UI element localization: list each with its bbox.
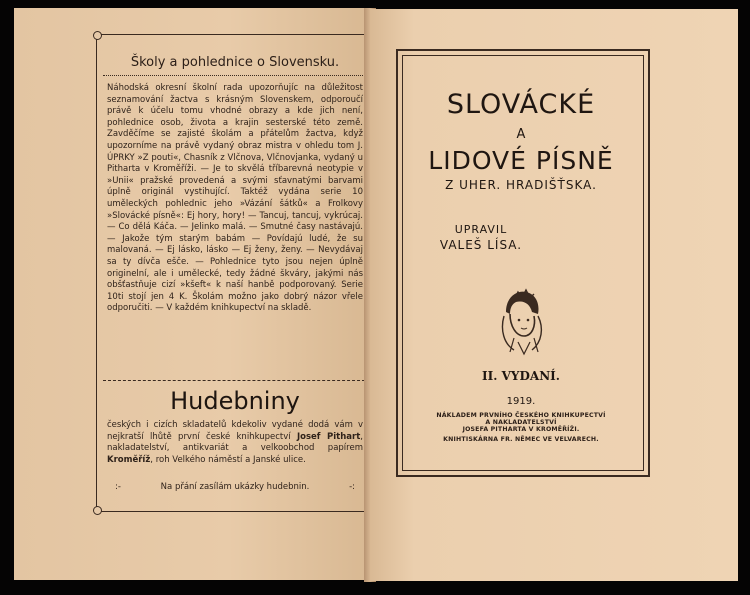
advertisement-frame (96, 34, 372, 512)
imprint-line: JOSEFA PITHARTA V KROMĚŘÍŽI. (462, 426, 580, 433)
music-ad-title: Hudebniny (170, 387, 300, 415)
publication-year: 1919. (506, 396, 536, 407)
printer-line: KNIHTISKÁRNA FR. NĚMEC VE VELVARECH. (443, 436, 599, 443)
imprint-line: A NAKLADATELSTVÍ (485, 419, 557, 426)
book-title-line-1: SLOVÁCKÉ (446, 89, 596, 120)
left-page (14, 8, 372, 580)
publisher-name: Josef Pithart (296, 431, 361, 442)
note-ornament: :- (115, 482, 121, 492)
music-ad-text: , roh Velkého náměstí a Janské ulice. (150, 454, 306, 465)
city-name: Kroměříž (107, 454, 151, 465)
note-text: Na přání zasílám ukázky hudebnin. (160, 482, 310, 492)
portrait-vignette-icon (492, 286, 550, 356)
music-ad-note (115, 482, 355, 492)
music-ad-text: , nakladatelství, antikvariát a velkoobchod papírem (107, 431, 363, 454)
book-title-conjunction: A (516, 127, 526, 142)
music-ad-text: českých i cizích skladatelů kdekoliv vydané dodá vám v nejkratší lhůtě první české knihkupectví (107, 420, 363, 442)
editor-name: VALEŠ LÍSA. (439, 238, 523, 252)
title-page-frame (396, 49, 650, 477)
frame-corner-ornament (93, 506, 102, 515)
music-ad-body (107, 420, 363, 466)
edition-label: II. VYDANÍ. (482, 369, 560, 383)
book-title-line-2: LIDOVÉ PÍSNĚ (428, 146, 614, 175)
frame-corner-ornament (93, 31, 102, 40)
advertisement-title: Školy a pohlednice o Slovensku. (130, 55, 340, 70)
editor-label: UPRAVIL (454, 223, 508, 236)
imprint-line: NÁKLADEM PRVNÍHO ČESKÉHO KNIHKUPECTVÍ (436, 412, 606, 419)
divider (103, 380, 365, 381)
divider (103, 75, 365, 76)
book-subtitle: Z UHER. HRADIŠŤSKA. (445, 178, 597, 192)
note-ornament: -: (349, 482, 355, 492)
right-page (370, 9, 738, 581)
advertisement-body: Náhodská okresní školní rada upozorňujíc na důležitost seznamování žactva s krásným Slovenskem, odporoučí právě k účelu tomu vhodné obrazy a kde jich není, pohlednice osob, života a krajin sesterské této země. Zavděčíme se zajisté školám a přátelům žactva, když upozorníme na právě vydaný obraz mistra v ohledu tom J. ÚPRKY »Z pouti«, Chasník z Vlčnova, Vlčnovjanka, vydaný u Pitharta v Kroměříži. — Je to skvělá tříbarevná neotypie v »Unii« pražské provedená a svými sťavnatými barvami úplně originál vystihující. Taktéž vydána serie 10 uměleckých pohlednic jeho »Vázání šátků« a Frolkovy »Slovácké písně«: Ej hory, hory! — Tancuj, tancuj, vykrúcaj. — Co dělá Káča. — Jelinko malá. — Smutné časy nastávajú. — Jakože tým starým babám — Povídajú ludé, že su malovaná. — Ej lásko, lásko — Ej ženy, ženy. — Nevydávaj sa ty dívča ešče. — Pohlednice tyto jsou nejen úplně originelní, ale i umělecké, tedy žádné škváry, jakými nás obšťastňuje cizí »kšeft« k naší hanbě podporovaný. Serie 10ti stojí jen 4 K. Školám možno jako dobrý názor vřele odporučiti. — V každém knihkupectví na skladě. (107, 83, 363, 314)
